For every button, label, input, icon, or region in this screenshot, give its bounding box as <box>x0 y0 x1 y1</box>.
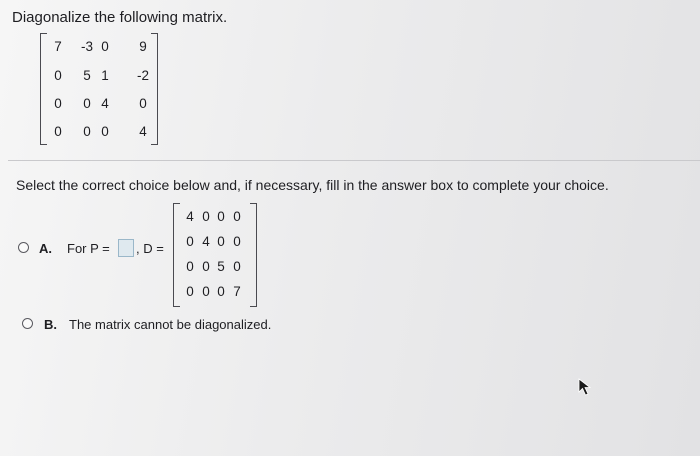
matrix-cell: -3 <box>80 39 93 54</box>
matrix-cell: 9 <box>139 39 147 54</box>
matrix-cell: 0 <box>202 284 210 299</box>
matrix-cell: 0 <box>186 234 194 249</box>
matrix-cell: 0 <box>202 259 210 274</box>
option-b-letter: B. <box>44 317 57 332</box>
option-a-radio[interactable] <box>18 242 29 253</box>
matrix-cell: 0 <box>233 234 241 249</box>
matrix-cell: 0 <box>54 96 62 111</box>
matrix-cell: 0 <box>202 209 210 224</box>
matrix-cell: 0 <box>217 284 225 299</box>
right-bracket <box>250 203 257 307</box>
matrix-cell: 4 <box>139 124 147 139</box>
instruction-text: Select the correct choice below and, if necessary, fill in the answer box to complete your choice. <box>16 177 609 193</box>
matrix-cell: 5 <box>217 259 225 274</box>
matrix-cell: 7 <box>54 39 62 54</box>
matrix-cell: 0 <box>83 124 91 139</box>
option-a-d-label: , D = <box>136 241 164 256</box>
matrix-cell: 0 <box>101 39 109 54</box>
arrow-cursor-icon <box>578 378 594 396</box>
matrix-cell: 0 <box>217 209 225 224</box>
left-bracket <box>173 203 180 307</box>
matrix-cell: 0 <box>139 96 147 111</box>
left-bracket <box>40 33 47 145</box>
matrix-cell: 0 <box>186 259 194 274</box>
matrix-cell: 0 <box>233 259 241 274</box>
matrix-cell: 4 <box>202 234 210 249</box>
p-answer-box[interactable] <box>118 239 134 257</box>
matrix-cell: 4 <box>186 209 194 224</box>
option-a-letter: A. <box>39 241 52 256</box>
option-a-p-label: For P = <box>67 241 110 256</box>
matrix-cell: 0 <box>101 124 109 139</box>
problem-title: Diagonalize the following matrix. <box>12 9 228 26</box>
matrix-cell: 5 <box>83 68 91 83</box>
matrix-cell: 0 <box>186 284 194 299</box>
option-b-text: The matrix cannot be diagonalized. <box>69 317 272 332</box>
matrix-cell: 0 <box>217 234 225 249</box>
option-b-radio[interactable] <box>22 318 33 329</box>
matrix-cell: 0 <box>83 96 91 111</box>
matrix-cell: 1 <box>101 68 109 83</box>
matrix-cell: 0 <box>54 68 62 83</box>
section-divider <box>8 160 700 161</box>
given-matrix <box>40 33 158 145</box>
matrix-cell: 4 <box>101 96 109 111</box>
matrix-cell: 0 <box>54 124 62 139</box>
diagonal-matrix-d <box>173 203 257 307</box>
matrix-cell: -2 <box>136 68 149 83</box>
matrix-cell: 0 <box>233 209 241 224</box>
matrix-cell: 7 <box>233 284 241 299</box>
